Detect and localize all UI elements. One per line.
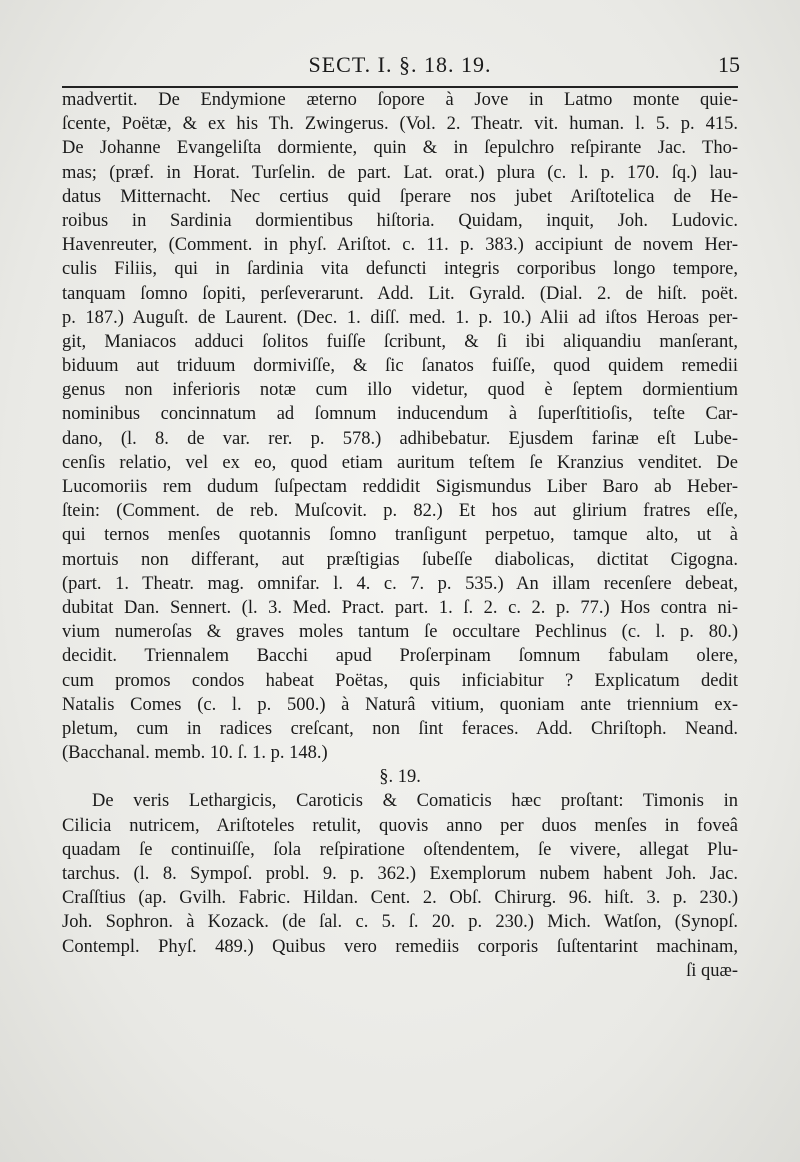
- text-line: Havenreuter, (Comment. in phyſ. Ariſtot. c. 11. p. 383.) accipiunt de novem Her-: [62, 235, 738, 256]
- text-line: pletum, cum in radices creſcant, non ſint feraces. Add. Chriſtoph. Neand.: [62, 718, 738, 739]
- text-line: Lucomoriis rem dudum ſuſpectam reddidit Sigismundus Liber Baro ab Heber-: [62, 477, 738, 497]
- text-line: De Johanne Evangeliſta dormiente, quin & in ſepulchro reſpirante Jac. Tho-: [62, 138, 738, 159]
- text-line: Joh. Sophron. à Kozack. (de ſal. c. 5. ſ. 20. p. 230.) Mich. Watſon, (Synopſ.: [62, 912, 738, 933]
- text-line: p. 187.) Auguſt. de Laurent. (Dec. 1. diſſ. med. 1. p. 10.) Alii ad iſtos Heroas per-: [62, 307, 738, 328]
- text-line: cenſis relatio, vel ex eo, quod etiam auritum teſtem ſe Kranzius venditet. De: [62, 452, 738, 473]
- text-line: roibus in Sardinia dormientibus hiſtoria. Quidam, inquit, Joh. Ludovic.: [62, 210, 738, 231]
- text-line: cum promos condos habeat Poëtas, quis inficiabitur ? Explicatum dedit: [62, 670, 738, 691]
- text-line: datus Mitternacht. Nec certius quid ſperare nos jubet Ariſtotelica de He-: [62, 186, 738, 207]
- text-line: tanquam ſomno ſopiti, perſeverarunt. Add. Lit. Gyrald. (Dial. 2. de hiſt. poët.: [62, 283, 738, 304]
- text-line: git, Maniacos adduci ſolitos fuiſſe ſcribunt, & ſi ibi aliquandiu manſerant,: [62, 331, 738, 352]
- text-line: ſtein: (Comment. de reb. Muſcovit. p. 82.) Et hos aut glirium fratres eſſe,: [62, 501, 738, 522]
- text-line: Craſſtius (ap. Gvilh. Fabric. Hildan. Cent. 2. Obſ. Chirurg. 96. hiſt. 3. p. 230.): [62, 888, 738, 909]
- text-line: ſcente, Poëtæ, & ex his Th. Zwingerus. (Vol. 2. Theatr. vit. human. l. 5. p. 415.: [62, 114, 738, 135]
- page-header: [62, 52, 738, 84]
- running-head: SECT. I. §. 18. 19.: [308, 52, 492, 77]
- text-line: dubitat Dan. Sennert. (l. 3. Med. Pract. part. 1. ſ. 2. c. 2. p. 77.) Hos contra ni-: [62, 597, 738, 618]
- text-line: genus non inferioris notæ cum illo videtur, quod è ſeptem dormientium: [62, 380, 738, 401]
- text-line: (part. 1. Theatr. mag. omnifar. l. 4. c. 7. p. 535.) An illam recenſere debeat,: [62, 573, 738, 594]
- text-line: qui ternos menſes quotannis ſomno tranſigunt perpetuo, tamque alto, ut à: [62, 525, 738, 546]
- text-line: tarchus. (l. 8. Sympoſ. probl. 9. p. 362.) Exemplorum nubem habent Joh. Jac.: [62, 864, 738, 884]
- text-line: Natalis Comes (c. l. p. 500.) à Naturâ vitium, quoniam ante triennium ex-: [62, 694, 738, 715]
- catchword: ſi quæ-: [686, 960, 738, 981]
- text-line: vium numeroſas & graves moles tantum ſe occultare Pechlinus (c. l. p. 80.): [62, 622, 738, 643]
- text-line: madvertit. De Endymione æterno ſopore à Jove in Latmo monte quie-: [62, 90, 738, 110]
- text-line: mortuis non differant, aut præſtigias ſubeſſe diabolicas, dictitat Cigogna.: [62, 549, 738, 570]
- text-line: culis Filiis, qui in ſardinia vita defuncti integris corporibus longo tempore,: [62, 259, 738, 280]
- text-line: nominibus concinnatum ad ſomnum inducendum à ſuperſtitioſis, teſte Car-: [62, 404, 738, 425]
- text-line: De veris Lethargicis, Caroticis & Comaticis hæc proſtant: Timonis in: [92, 791, 738, 812]
- body-text: [62, 88, 738, 983]
- text-line: Cilicia nutricem, Ariſtoteles retulit, quovis anno per duos menſes in foveâ: [62, 815, 738, 836]
- text-line: mas; (præf. in Horat. Turſelin. de part. Lat. orat.) plura (c. l. p. 170. ſq.) lau-: [62, 162, 738, 183]
- text-line: decidit. Triennalem Bacchi apud Proſerpinam ſomnum fabulam olere,: [62, 646, 738, 667]
- page-number: 15: [718, 52, 740, 77]
- text-line: biduum aut triduum dormiviſſe, & ſic ſanatos fuiſſe, quod quidem remedii: [62, 356, 738, 377]
- section-heading: §. 19.: [379, 767, 421, 788]
- text-line: quadam ſe continuiſſe, ſola reſpiratione oſtendentem, ſe vivere, allegat Plu-: [62, 839, 738, 860]
- text-line: dano, (l. 8. de var. rer. p. 578.) adhibebatur. Ejusdem farinæ eſt Lube-: [62, 428, 738, 449]
- text-line: Contempl. Phyſ. 489.) Quibus vero remediis corporis ſuſtentarint machinam,: [62, 936, 738, 957]
- text-line: (Bacchanal. memb. 10. ſ. 1. p. 148.): [62, 743, 328, 764]
